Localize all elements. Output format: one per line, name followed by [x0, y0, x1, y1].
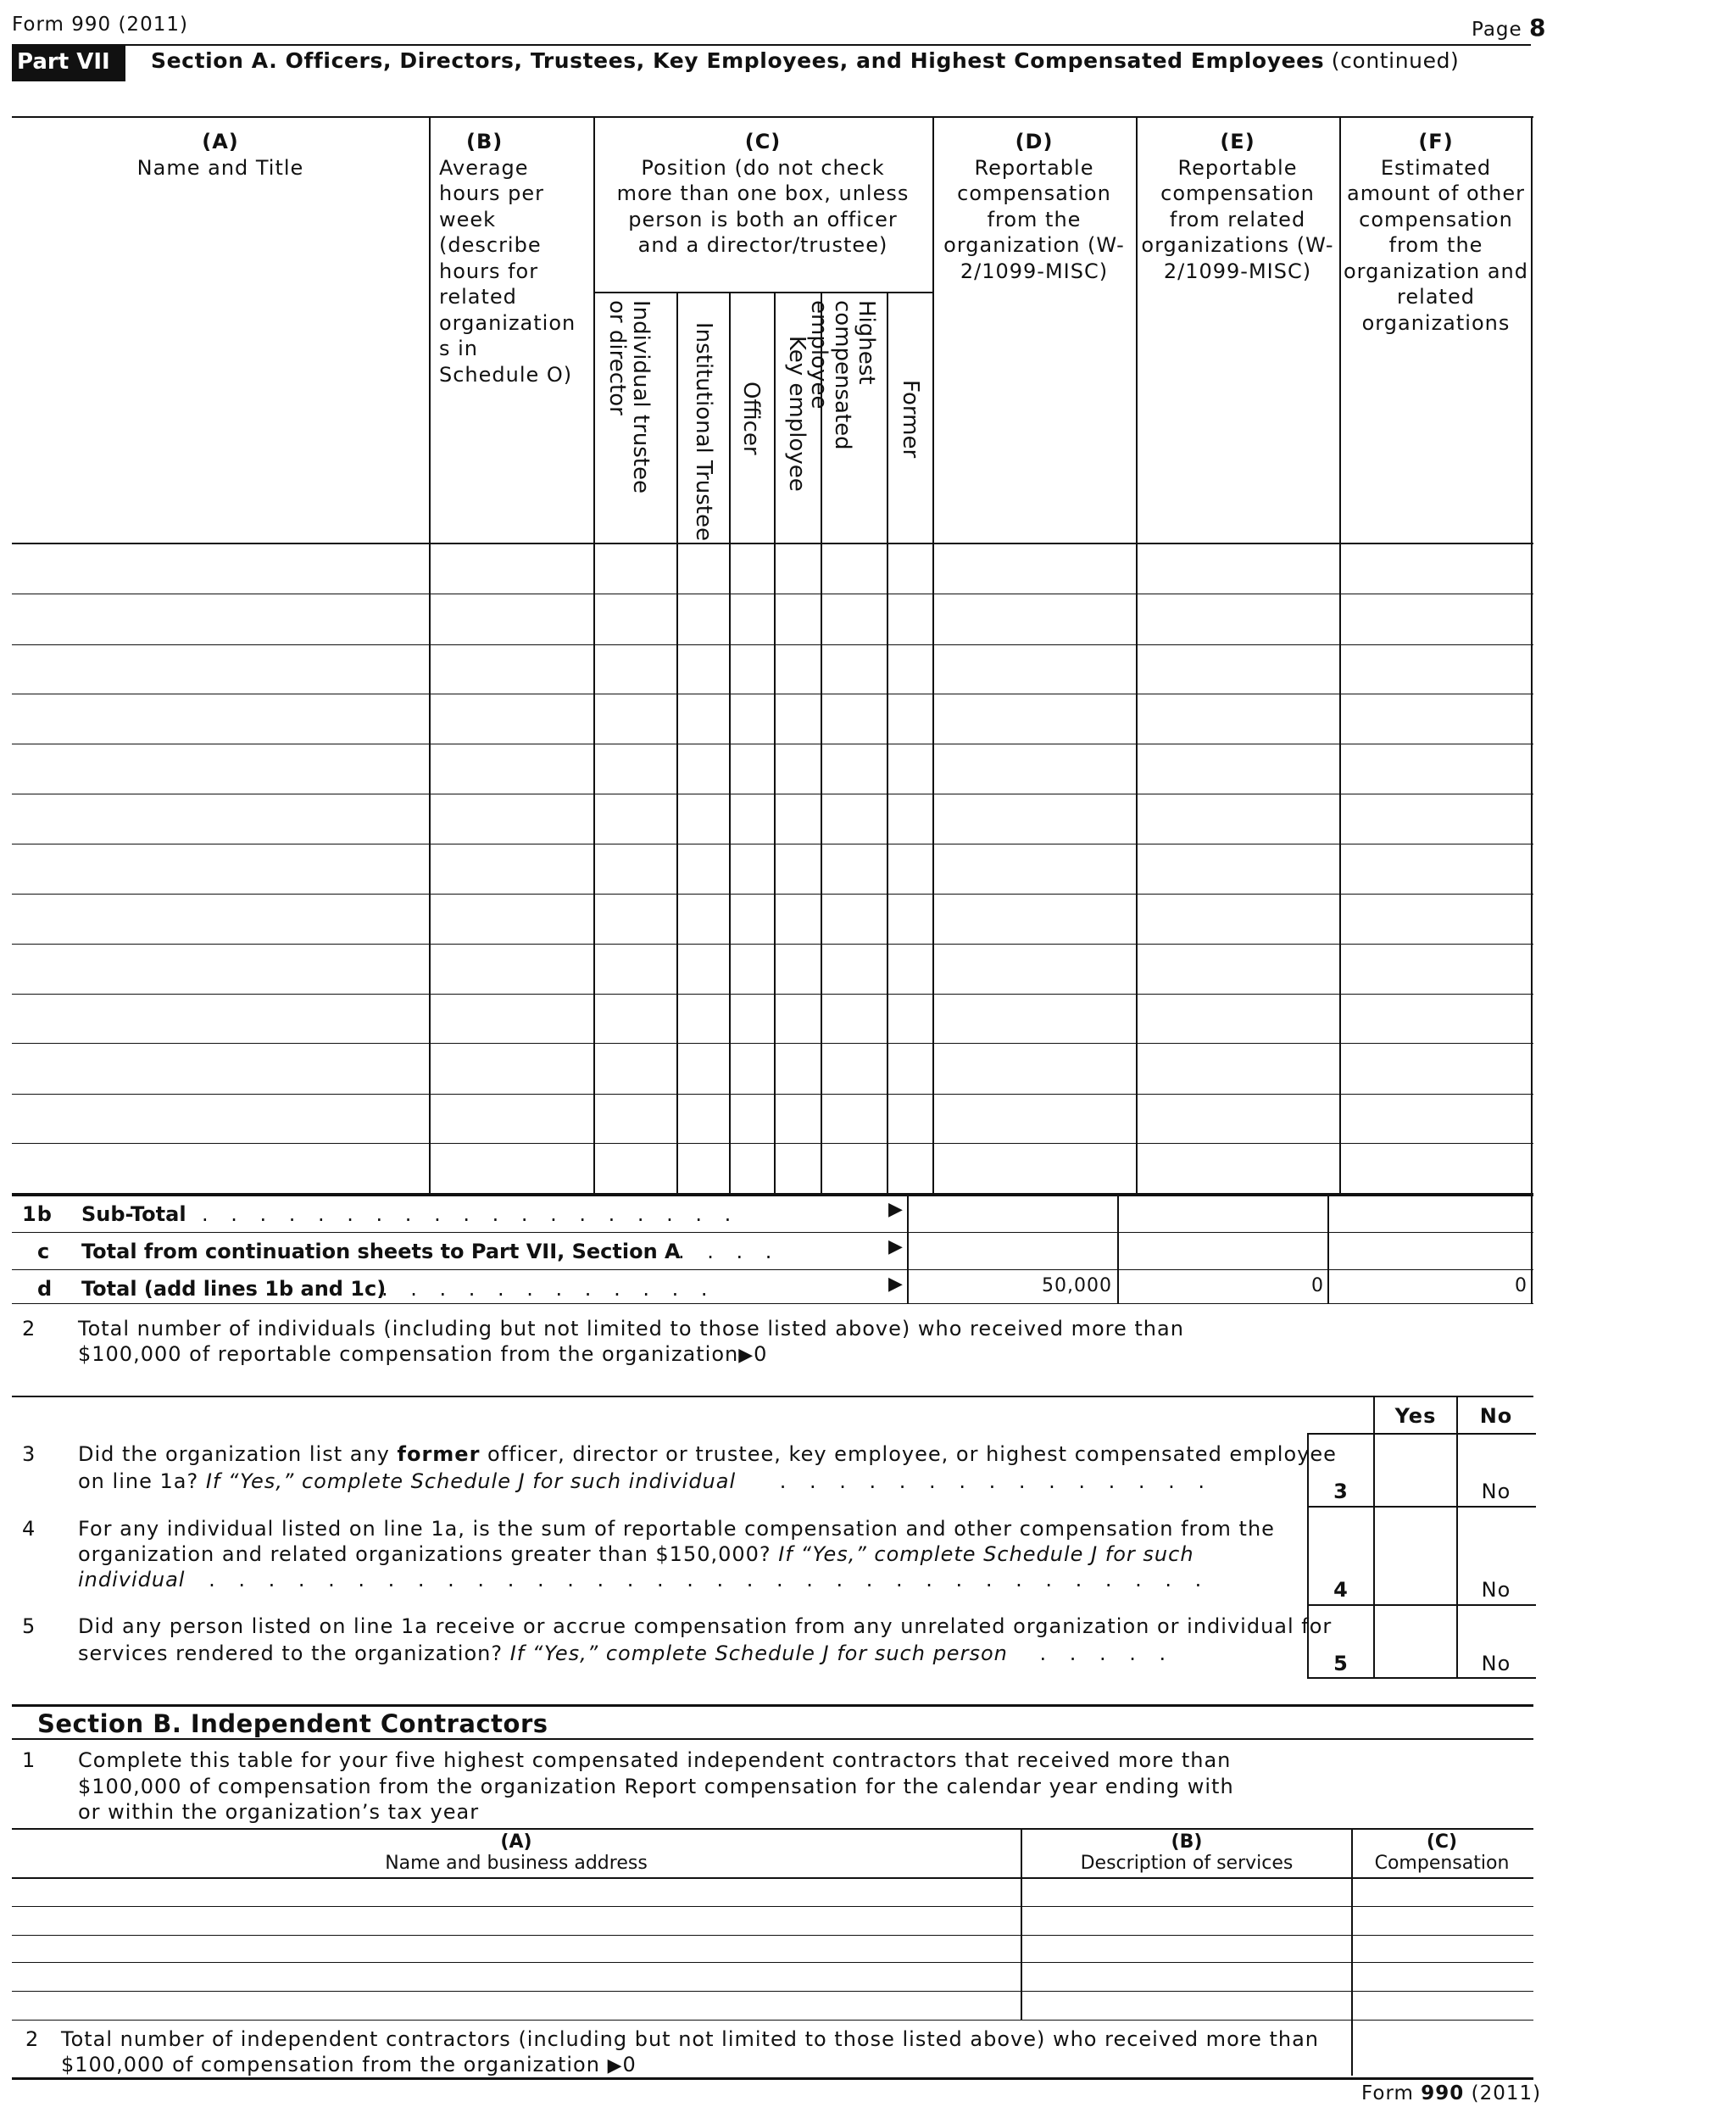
line-1b-num: 1b: [22, 1202, 53, 1226]
q4-answer: No: [1481, 1578, 1511, 1602]
page-number: Page 8: [1472, 14, 1547, 42]
q4-line: 4: [1333, 1578, 1349, 1602]
contractors-col-a: (A) Name and business address: [385, 1831, 648, 1874]
total-d-value: 50,000: [1042, 1275, 1112, 1296]
pos-key-employee: Key employee: [784, 336, 810, 492]
q4-text1: For any individual listed on line 1a, is the sum of reportable compensation and other compensation from the: [78, 1517, 1275, 1541]
col-b-header: (B) Average hours per week (describe hours for related organizations in Schedule O): [439, 130, 576, 387]
total-f-value: 0: [1515, 1275, 1527, 1296]
pos-individual-trustee: Individual trustee or director: [604, 300, 654, 493]
line-2-text2: $100,000 of reportable compensation from the organization▶0: [78, 1342, 768, 1366]
total-e-value: 0: [1311, 1275, 1324, 1296]
section-b-1-text2: $100,000 of compensation from the organization Report compensation for the calendar year ending with: [78, 1775, 1234, 1798]
section-b-2-text1: Total number of independent contractors (including but not limited to those listed above) who received more than: [61, 2027, 1320, 2051]
q5-text1: Did any person listed on line 1a receive or accrue compensation from any unrelated organization or individual for: [78, 1614, 1333, 1638]
line-1d-label: Total (add lines 1b and 1c): [81, 1277, 387, 1301]
q5-text2: services rendered to the organization? If “Yes,” complete Schedule J for such person . . . . .: [78, 1642, 1166, 1665]
line-1c-label: Total from continuation sheets to Part VII, Section A: [81, 1240, 681, 1263]
q5-num: 5: [22, 1614, 36, 1638]
q4-text3: individual . . . . . . . . . . . . . . . . . . . . . . . . . . . . . . . . . .: [78, 1568, 1202, 1591]
col-c-header: (C) Position (do not check more than one box, unless person is both an officer and a director/trustee): [616, 130, 910, 257]
q5-answer: No: [1481, 1652, 1511, 1675]
q3-line: 3: [1333, 1480, 1349, 1503]
form-label: Form 990 (2011): [12, 14, 188, 36]
contractors-col-c: (C) Compensation: [1374, 1831, 1510, 1874]
line-1b-arrow-icon: ▶: [888, 1199, 903, 1220]
section-b-2-text2: $100,000 of compensation from the organization ▶0: [61, 2053, 637, 2076]
contractors-col-b: (B) Description of services: [1080, 1831, 1294, 1874]
section-b-2-arrow-icon: ▶: [607, 2055, 623, 2076]
section-b-2-num: 2: [25, 2027, 40, 2051]
section-a-title: Section A. Officers, Directors, Trustees, Key Employees, and Highest Compensated Employees (continued): [151, 48, 1460, 73]
q4-text2: organization and related organizations greater than $150,000? If “Yes,” complete Schedule J for such: [78, 1542, 1194, 1566]
part-badge: Part VII: [17, 49, 110, 75]
section-b-1-text1: Complete this table for your five highest compensated independent contractors that received more than: [78, 1748, 1232, 1772]
pos-highest-compensated: Highest compensated employee: [806, 300, 879, 450]
q3-text1: Did the organization list any former officer, director or trustee, key employee, or highest compensated employee: [78, 1442, 1337, 1466]
line-1c-arrow-icon: ▶: [888, 1236, 903, 1257]
pos-institutional-trustee: Institutional Trustee: [691, 322, 716, 541]
footer-form-label: Form 990 (2011): [1361, 2082, 1542, 2104]
section-b-1-text3: or within the organization’s tax year: [78, 1800, 480, 1824]
col-a-header: (A) Name and Title: [136, 130, 304, 180]
line-2-num: 2: [22, 1317, 36, 1341]
pos-former: Former: [898, 380, 923, 459]
section-b-1-num: 1: [22, 1748, 36, 1772]
line-1d-arrow-icon: ▶: [888, 1274, 903, 1295]
line-1b-leader: . . . . . . . . . . . . . . . . . . .: [202, 1202, 732, 1226]
pos-officer: Officer: [738, 382, 764, 455]
line-1d-leader: . . . . . . . . . . . .: [381, 1277, 708, 1301]
col-f-header: (F) Estimated amount of other compensation from the organization and related organizations: [1343, 130, 1528, 335]
line-2-arrow-icon: ▶: [738, 1345, 754, 1366]
section-b-2-value: 0: [622, 2053, 637, 2076]
q3-num: 3: [22, 1442, 36, 1466]
line-1d-num: d: [37, 1277, 53, 1301]
q4-num: 4: [22, 1517, 36, 1541]
section-b-title: Section B. Independent Contractors: [37, 1709, 548, 1738]
col-d-header: (D) Reportable compensation from the organization (W-2/1099-MISC): [943, 130, 1125, 283]
no-header: No: [1479, 1404, 1513, 1428]
q3-answer: No: [1481, 1480, 1511, 1503]
line-2-value: 0: [754, 1342, 768, 1366]
line-1c-num: c: [37, 1240, 51, 1263]
line-1c-leader: . . . .: [678, 1240, 772, 1263]
col-e-header: (E) Reportable compensation from related organizations (W- 2/1099-MISC): [1141, 130, 1334, 283]
line-2-text1: Total number of individuals (including but not limited to those listed above) who received more than: [78, 1317, 1184, 1341]
line-1b-label: Sub-Total: [81, 1202, 186, 1226]
q5-line: 5: [1333, 1652, 1349, 1675]
q3-text2: on line 1a? If “Yes,” complete Schedule J for such individual . . . . . . . . . . . . . . .: [78, 1469, 1205, 1493]
yes-header: Yes: [1394, 1404, 1437, 1428]
header-rule: [12, 44, 1531, 46]
